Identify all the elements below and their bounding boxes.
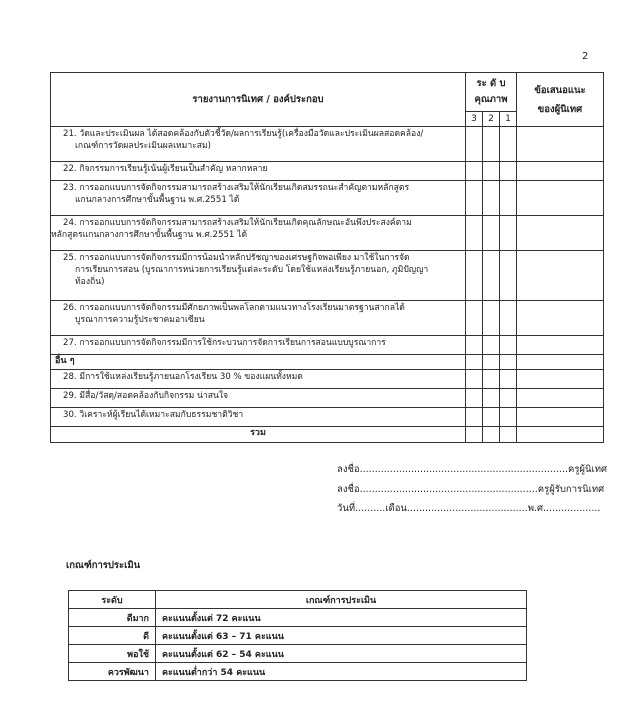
table-row bbox=[51, 427, 604, 443]
table-row bbox=[51, 301, 604, 336]
score-col-2: 2 bbox=[483, 112, 500, 127]
score-col-3: 3 bbox=[466, 112, 483, 127]
table-row bbox=[51, 355, 604, 370]
criteria-level: พอใช้ bbox=[69, 645, 156, 663]
criteria-level: ควรพัฒนา bbox=[69, 663, 156, 681]
criteria-desc: คะแนนตั้งแต่ 63 – 71 คะแนน bbox=[156, 627, 527, 645]
quality-level-line2: คุณภาพ bbox=[474, 94, 508, 105]
criteria-header-desc: เกณฑ์การประเมิน bbox=[156, 591, 527, 609]
suggestion-cell[interactable] bbox=[517, 370, 604, 389]
total-cell[interactable] bbox=[517, 427, 604, 443]
item-28: 28. มีการใช้แหล่งเรียนรู้ภายนอกโรงเรียน 30 % ของแผนทั้งหมด bbox=[51, 370, 466, 389]
page-number: 2 bbox=[582, 51, 589, 62]
suggestion-cell[interactable] bbox=[517, 408, 604, 427]
score-cell[interactable] bbox=[483, 181, 500, 216]
item-24: 24. การออกแบบการจัดกิจกรรมสามารถสร้างเสริมให้นักเรียนเกิดคุณลักษณะอันพึงประสงค์ตาม หลักสูตรแกนกลางการศึกษาขั้นพื้นฐาน พ.ศ.2551 ได้ bbox=[51, 216, 466, 251]
score-cell[interactable] bbox=[500, 408, 517, 427]
report-header: รายงานการนิเทศ / องค์ประกอบ bbox=[51, 73, 466, 127]
score-cell[interactable] bbox=[500, 389, 517, 408]
table-row bbox=[51, 251, 604, 301]
suggestion-cell[interactable] bbox=[517, 336, 604, 355]
criteria-title: เกณฑ์การประเมิน bbox=[66, 560, 141, 571]
score-cell[interactable] bbox=[483, 336, 500, 355]
score-cell[interactable] bbox=[466, 181, 483, 216]
table-row bbox=[51, 389, 604, 408]
suggestion-header bbox=[517, 73, 604, 127]
suggestion-cell[interactable] bbox=[517, 301, 604, 336]
criteria-header-level: ระดับ bbox=[69, 591, 156, 609]
total-cell[interactable] bbox=[500, 427, 517, 443]
suggestion-cell[interactable] bbox=[517, 251, 604, 301]
score-cell[interactable] bbox=[483, 162, 500, 181]
suggestion-cell[interactable] bbox=[517, 181, 604, 216]
score-cell[interactable] bbox=[466, 389, 483, 408]
suggestion-cell[interactable] bbox=[517, 162, 604, 181]
criteria-table bbox=[68, 590, 527, 681]
score-cell[interactable] bbox=[483, 408, 500, 427]
score-cell[interactable] bbox=[466, 216, 483, 251]
table-row bbox=[51, 127, 604, 162]
supervision-report-table bbox=[50, 72, 604, 443]
item-22: 22. กิจกรรมการเรียนรู้เน้นผู้เรียนเป็นสำคัญ หลากหลาย bbox=[51, 162, 466, 181]
item-30: 30. วิเคราะห์ผู้เรียนได้เหมาะสมกับธรรมชาติวิชา bbox=[51, 408, 466, 427]
item-23: 23. การออกแบบการจัดกิจกรรมสามารถสร้างเสริมให้นักเรียนเกิดสมรรถนะสำคัญตามหลักสูตร แกนกลางการศึกษาขั้นพื้นฐาน พ.ศ.2551 ได้ bbox=[51, 181, 466, 216]
item-26: 26. การออกแบบการจัดกิจกรรมมีศักยภาพเป็นพลโลกตามแนวทางโรงเรียนมาตรฐานสากลได้ บูรณาการความรู้ประชาคมอาเซียน bbox=[51, 301, 466, 336]
total-cell[interactable] bbox=[483, 427, 500, 443]
item-21: 21. วัดและประเมินผล ได้สอดคล้องกับตัวชี้วัด/ผลการเรียนรู้(เครื่องมือวัดและประเมินผลสอดคล้อง/ เกณฑ์การวัดผลประเมินผลเหมาะสม) bbox=[51, 127, 466, 162]
signature-date: วันที่..........เดือน........................................พ.ศ................... bbox=[337, 503, 601, 514]
table-row bbox=[51, 408, 604, 427]
item-27: 27. การออกแบบการจัดกิจกรรมมีการใช้กระบวนการจัดการเรียนการสอนแบบบูรณาการ bbox=[51, 336, 466, 355]
quality-level-header bbox=[466, 73, 517, 112]
suggestion-cell[interactable] bbox=[517, 127, 604, 162]
score-cell[interactable] bbox=[500, 251, 517, 301]
score-cell[interactable] bbox=[466, 162, 483, 181]
signature-supervisor: ลงชื่อ.....................................................................ครูผู้นิเทศ bbox=[337, 464, 608, 475]
other-group-label: อื่น ๆ bbox=[51, 355, 466, 370]
score-cell[interactable] bbox=[483, 251, 500, 301]
item-29: 29. มีสื่อ/วัสดุ/สอดคล้องกับกิจกรรม น่าสนใจ bbox=[51, 389, 466, 408]
criteria-desc: คะแนนตั้งแต่ 62 – 54 คะแนน bbox=[156, 645, 527, 663]
score-cell[interactable] bbox=[500, 301, 517, 336]
table-row bbox=[69, 663, 527, 681]
table-row bbox=[51, 162, 604, 181]
score-cell[interactable] bbox=[500, 181, 517, 216]
table-row bbox=[51, 370, 604, 389]
score-cell[interactable] bbox=[500, 216, 517, 251]
suggestion-cell[interactable] bbox=[517, 216, 604, 251]
table-row bbox=[51, 336, 604, 355]
score-cell[interactable] bbox=[483, 127, 500, 162]
score-cell[interactable] bbox=[483, 370, 500, 389]
score-cell[interactable] bbox=[500, 127, 517, 162]
total-label: รวม bbox=[51, 427, 466, 443]
table-row bbox=[51, 181, 604, 216]
criteria-desc: คะแนนตั้งแต่ 72 คะแนน bbox=[156, 609, 527, 627]
score-cell[interactable] bbox=[500, 370, 517, 389]
criteria-desc: คะแนนต่ำกว่า 54 คะแนน bbox=[156, 663, 527, 681]
signature-supervisee: ลงชื่อ...........................................................ครูผู้รับการนิเทศ bbox=[337, 484, 605, 495]
table-row bbox=[69, 627, 527, 645]
score-cell[interactable] bbox=[500, 336, 517, 355]
score-cell[interactable] bbox=[466, 301, 483, 336]
score-cell[interactable] bbox=[466, 336, 483, 355]
suggestion-line2: ของผู้นิเทศ bbox=[537, 103, 583, 115]
score-cell[interactable] bbox=[483, 389, 500, 408]
item-25: 25. การออกแบบการจัดกิจกรรมมีการน้อมนำหลักปรัชญาของเศรษฐกิจพอเพียง มาใช้ในการจัด การเรียนการสอน (บูรณาการหน่วยการเรียนรู้แต่ละระดับ โดยใช้แหล่งเรียนรู้ภายนอก, ภูมิปัญญา ท้องถิ่น) bbox=[51, 251, 466, 301]
quality-level-line1: ระ ดั บ bbox=[476, 78, 506, 89]
criteria-level: ดีมาก bbox=[69, 609, 156, 627]
total-cell[interactable] bbox=[466, 427, 483, 443]
score-cell[interactable] bbox=[466, 408, 483, 427]
score-cell[interactable] bbox=[466, 127, 483, 162]
table-row bbox=[69, 645, 527, 663]
suggestion-line1: ข้อเสนอแนะ bbox=[534, 84, 586, 96]
score-cell[interactable] bbox=[466, 370, 483, 389]
score-cell[interactable] bbox=[483, 301, 500, 336]
score-col-1: 1 bbox=[500, 112, 517, 127]
table-row bbox=[51, 216, 604, 251]
score-cell[interactable] bbox=[500, 162, 517, 181]
score-cell[interactable] bbox=[466, 251, 483, 301]
score-cell[interactable] bbox=[483, 216, 500, 251]
table-row bbox=[69, 609, 527, 627]
suggestion-cell[interactable] bbox=[517, 389, 604, 408]
criteria-level: ดี bbox=[69, 627, 156, 645]
